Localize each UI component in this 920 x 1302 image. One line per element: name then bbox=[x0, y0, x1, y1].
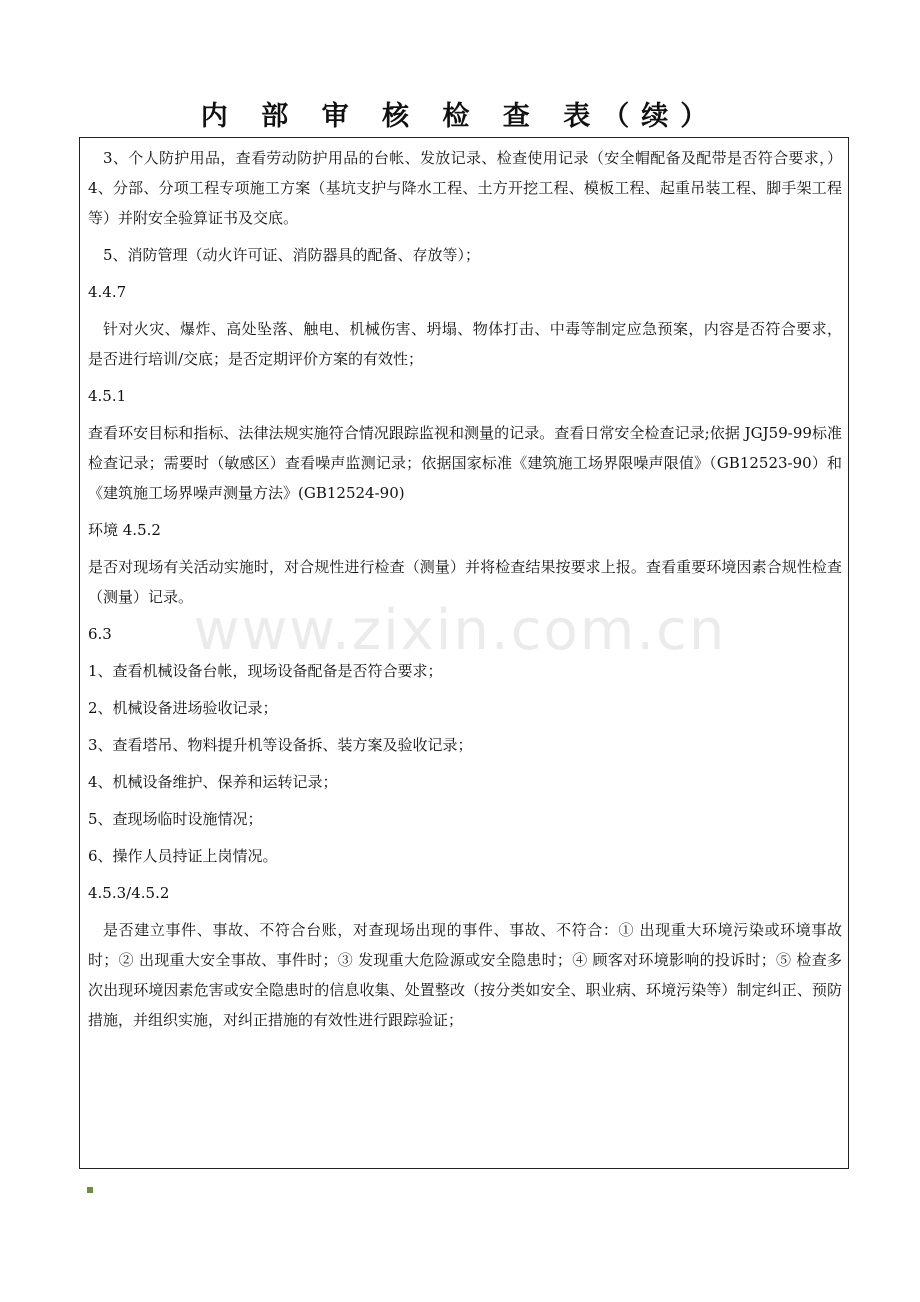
item-personal-protection: 3、个人防护用品，查看劳动防护用品的台帐、发放记录、检查使用记录（安全帽配备及配带是否符合要求，）4、分部、分项工程专项施工方案（基坑支护与降水工程、土方开挖工程、模板工程、起重吊装工程、脚手架工程等）并附安全验算证书及交底。 bbox=[88, 149, 842, 227]
clause-4-5-3: 4.5.3/4.5.2 bbox=[88, 884, 170, 902]
item-crane-plan: 3、查看塔吊、物料提升机等设备拆、装方案及验收记录； bbox=[88, 736, 473, 754]
item-compliance-check: 是否对现场有关活动实施时，对合规性进行检查（测量）并将检查结果按要求上报。查看重要环境因素合规性检查（测量）记录。 bbox=[88, 558, 842, 606]
item-equipment-maintenance: 4、机械设备维护、保养和运转记录； bbox=[88, 773, 338, 791]
item-equipment-ledger: 1、查看机械设备台帐，现场设备配备是否符合要求； bbox=[88, 662, 443, 680]
clause-4-5-1: 4.5.1 bbox=[88, 387, 127, 405]
item-temporary-facilities: 5、查现场临时设施情况； bbox=[88, 810, 263, 828]
checklist-content bbox=[88, 143, 842, 1042]
item-equipment-acceptance: 2、机械设备进场验收记录； bbox=[88, 699, 278, 717]
clause-4-4-7: 4.4.7 bbox=[88, 283, 127, 301]
item-fire-management: 5、消防管理（动火许可证、消防器具的配备、存放等）； bbox=[103, 246, 481, 264]
watermark: www.zixin.com.cn bbox=[193, 598, 727, 663]
clause-4-5-2: 环境 4.5.2 bbox=[88, 521, 161, 539]
clause-6-3: 6.3 bbox=[88, 625, 112, 643]
item-emergency-plan: 针对火灾、爆炸、高处坠落、触电、机械伤害、坍塌、物体打击、中毒等制定应急预案，内容是否符合要求， 是否进行培训/交底；是否定期评价方案的有效性； bbox=[88, 320, 842, 368]
corner-mark-icon bbox=[87, 1187, 93, 1193]
item-monitoring-records: 查看环安目标和指标、法律法规实施符合情况跟踪监视和测量的记录。查看日常安全检查记录;依据 JGJ59-99标准检查记录；需要时（敏感区）查看噪声监测记录；依据国家标准《建筑施工场界限噪声限值》（GB12523-90）和《建筑施工场界噪声测量方法》(GB12524-90) bbox=[88, 424, 842, 502]
page-title: 内 部 审 核 检 查 表（续） bbox=[200, 101, 720, 132]
item-incident-ledger: 是否建立事件、事故、不符合台账，对查现场出现的事件、事故、不符合：① 出现重大环境污染或环境事故时；② 出现重大安全事故、事件时；③ 发现重大危险源或安全隐患时；④ 顾客对环境影响的投诉时；⑤ 检查多次出现环境因素危害或安全隐患时的信息收集、处置整改（按分类如安全、职业病、环境污染等）制定纠正、预防措施，并组织实施，对纠正措施的有效性进行跟踪验证； bbox=[88, 921, 842, 1029]
item-operator-certification: 6、操作人员持证上岗情况。 bbox=[88, 847, 278, 865]
